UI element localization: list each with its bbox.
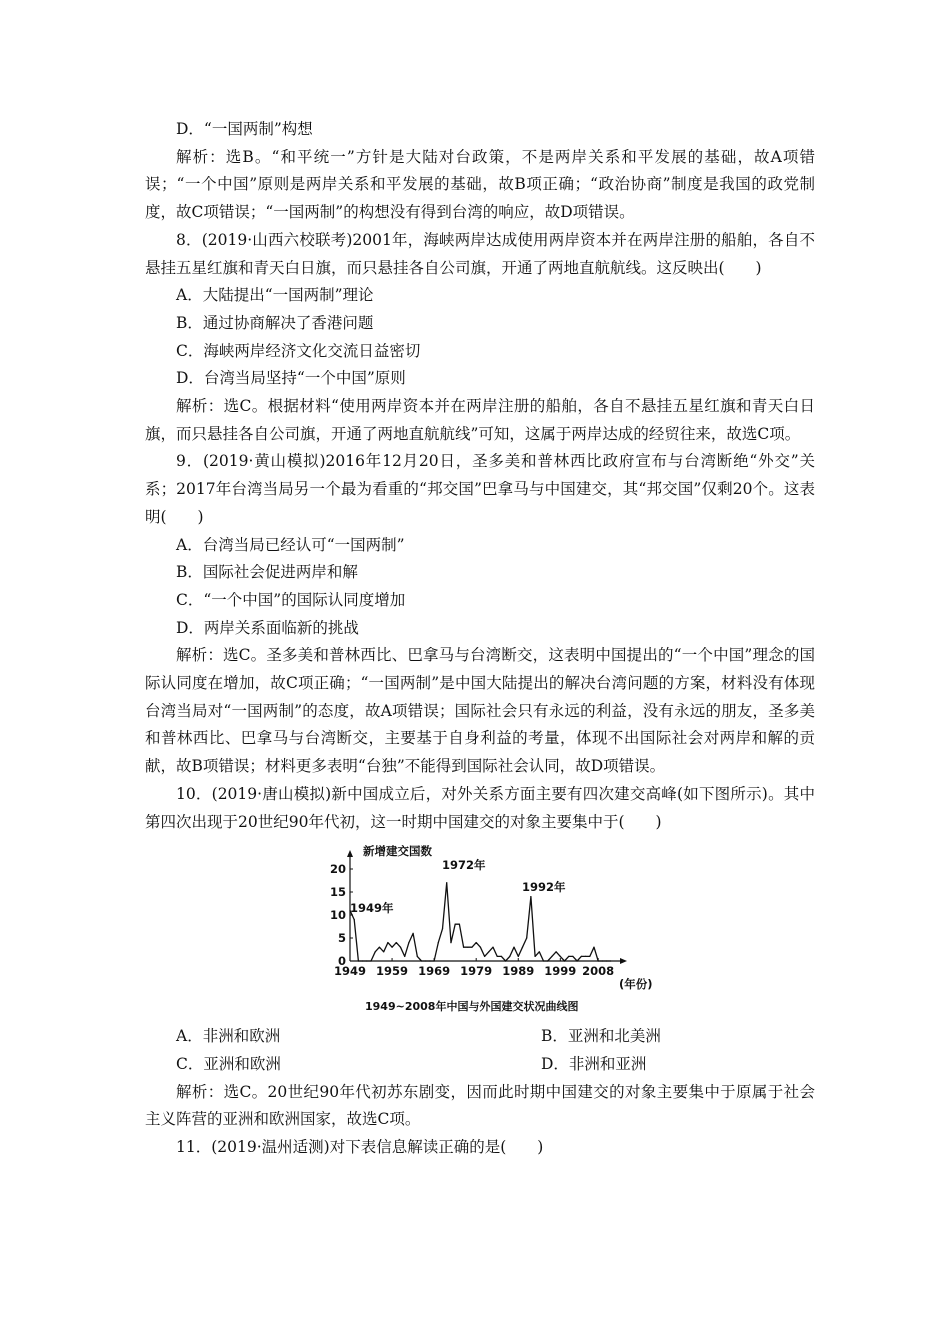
- chart-data-point: [581, 956, 582, 957]
- chart-data-point: [522, 947, 523, 948]
- chart-data-point: [442, 928, 443, 929]
- chart-data-point: [501, 956, 502, 957]
- q10-stem: 10．(2019·唐山模拟)新中国成立后，对外关系方面主要有四次建交高峰(如下图所示)。其中第四次出现于20世纪90年代初，这一时期中国建交的对象主要集中于( ): [145, 784, 815, 831]
- chart-data-point: [450, 942, 451, 943]
- chart-data-point: [530, 896, 531, 897]
- chart-data-point: [429, 961, 430, 962]
- q9-option-c: C．“一个中国”的国际认同度增加: [176, 590, 406, 609]
- q10-options-row-2: [145, 1051, 815, 1079]
- chart-x-tick-label: 1979: [460, 964, 493, 979]
- chart-data-point: [526, 938, 527, 939]
- chart-x-tick-label: 2008: [582, 964, 615, 979]
- chart-data-point: [417, 956, 418, 957]
- chart-data-point: [370, 961, 371, 962]
- chart-data-point: [375, 951, 376, 952]
- chart-data-point: [421, 961, 422, 962]
- chart-data-point: [459, 924, 460, 925]
- q10-option-d: D．非洲和亚洲: [541, 1054, 647, 1073]
- chart-data-point: [547, 961, 548, 962]
- chart-data-point: [467, 947, 468, 948]
- q9-stem: 9．(2019·黄山模拟)2016年12月20日，圣多美和普林西比政府宣布与台湾断绝“外交”关系；2017年台湾当局另一个最为看重的“邦交国”巴拿马与中国建交，其“邦交国”仅剩20个。这表明( ): [145, 452, 815, 526]
- document-page: [145, 116, 815, 1162]
- chart-data-point: [598, 961, 599, 962]
- chart-data-point: [412, 933, 413, 934]
- q10-option-a: A．非洲和欧洲: [176, 1027, 281, 1046]
- chart-data-point: [606, 961, 607, 962]
- chart-data-point: [358, 961, 359, 962]
- chart-data-point: [434, 961, 435, 962]
- chart-data-point: [513, 947, 514, 948]
- chart-data-point: [366, 961, 367, 962]
- q7-analysis: 解析：选B。“和平统一”方针是大陆对台政策，不是两岸关系和平发展的基础，故A项错误；“一个中国”原则是两岸关系和平发展的基础，故B项正确；“政治协商”制度是我国的政党制度，故C项错误；“一国两制”的构想没有得到台湾的响应，故D项错误。: [145, 147, 815, 222]
- chart-y-tick-label: 10: [330, 908, 346, 923]
- chart-data-point: [589, 956, 590, 957]
- chart-data-point: [568, 956, 569, 957]
- q9-option-d: D．两岸关系面临新的挑战: [176, 618, 359, 637]
- chart-data-point: [509, 956, 510, 957]
- chart-annotation-1949: 1949年: [350, 901, 394, 916]
- chart-data-point: [505, 961, 506, 962]
- q8-option-b: B．通过协商解决了香港问题: [176, 313, 374, 332]
- chart-x-tick-label: 1989: [502, 964, 535, 979]
- chart-x-tick-label: 1999: [544, 964, 577, 979]
- chart-data-point: [497, 956, 498, 957]
- chart-data-point: [585, 956, 586, 957]
- chart-data-point: [484, 956, 485, 957]
- chart-data-point: [572, 956, 573, 957]
- chart-data-point: [556, 951, 557, 952]
- chart-y-tick-label: 0: [337, 954, 346, 969]
- chart-x-tick-label: 1959: [376, 964, 409, 979]
- q8-analysis: 解析：选C。根据材料“使用两岸资本并在两岸注册的船舶，各自不悬挂五星红旗和青天白日旗，而只悬挂各自公司旗，开通了两地直航航线”可知，这属于两岸达成的经贸往来，故选C项。: [145, 397, 815, 443]
- chart-y-axis-label: 新增建交国数: [363, 844, 432, 859]
- chart-data-point: [602, 961, 603, 962]
- chart-data-point: [455, 924, 456, 925]
- q10-option-c: C．亚洲和欧洲: [176, 1054, 281, 1073]
- chart-annotation-1992: 1992年: [522, 880, 566, 895]
- chart-data-point: [404, 956, 405, 957]
- chart-data-point: [425, 961, 426, 962]
- chart-data-point: [379, 947, 380, 948]
- chart-data-point: [543, 961, 544, 962]
- chart-data-point: [391, 947, 392, 948]
- chart-data-point: [551, 956, 552, 957]
- chart-x-axis-label: (年份): [619, 977, 653, 992]
- chart-data-point: [534, 956, 535, 957]
- diplomatic-relations-chart: [145, 838, 815, 1023]
- chart-data-point: [492, 947, 493, 948]
- chart-title: 1949~2008年中国与外国建交状况曲线图: [365, 1000, 579, 1014]
- chart-data-point: [539, 951, 540, 952]
- chart-data-point: [476, 942, 477, 943]
- chart-x-tick-label: 1969: [418, 964, 451, 979]
- q8-option-a: A．大陆提出“一国两制”理论: [176, 286, 374, 305]
- chart-data-point: [610, 961, 611, 962]
- chart-data-point: [446, 882, 447, 883]
- q9-option-b: B．国际社会促进两岸和解: [176, 563, 358, 582]
- q9-option-a: A．台湾当局已经认可“一国两制”: [176, 535, 405, 554]
- chart-y-axis-arrow: [347, 850, 353, 857]
- chart-y-tick-label: 15: [330, 885, 346, 900]
- q7-option-d: D．“一国两制”构想: [176, 120, 313, 138]
- chart-data-point: [577, 961, 578, 962]
- chart-x-axis-arrow: [620, 958, 627, 964]
- chart-x-tick-label: 1949: [333, 964, 367, 979]
- chart-data-point: [471, 947, 472, 948]
- chart-data-point: [362, 961, 363, 962]
- q10-options-row-1: [145, 1023, 815, 1051]
- q11-stem: 11．(2019·温州适测)对下表信息解读正确的是( ): [176, 1138, 544, 1157]
- chart-data-point: [408, 942, 409, 943]
- chart-data-point: [480, 947, 481, 948]
- chart-y-tick-label: 20: [330, 862, 346, 877]
- q10-analysis: 解析：选C。20世纪90年代初苏东剧变，因而此时期中国建交的对象主要集中于原属于社会主义阵营的亚洲和欧洲国家，故选C项。: [145, 1082, 815, 1129]
- chart-data-point: [400, 947, 401, 948]
- chart-data-point: [463, 947, 464, 948]
- chart-data-point: [383, 951, 384, 952]
- q8-option-c: C．海峡两岸经济文化交流日益密切: [176, 341, 421, 360]
- chart-data-point: [488, 951, 489, 952]
- chart-annotation-1972: 1972年: [442, 858, 486, 873]
- chart-data-point: [593, 947, 594, 948]
- chart-series-line: [350, 883, 611, 961]
- q10-option-b: B．亚洲和北美洲: [541, 1027, 661, 1046]
- chart-data-point: [354, 919, 355, 920]
- chart-data-point: [560, 956, 561, 957]
- chart-data-point: [387, 942, 388, 943]
- chart-data-point: [438, 942, 439, 943]
- chart-data-point: [396, 942, 397, 943]
- q8-option-d: D．台湾当局坚持“一个中国”原则: [176, 369, 406, 388]
- chart-y-tick-label: 5: [337, 931, 346, 946]
- chart-line-layer: [349, 882, 611, 961]
- chart-data-point: [564, 961, 565, 962]
- q8-stem: 8．(2019·山西六校联考)2001年，海峡两岸达成使用两岸资本并在两岸注册的船舶，各自不悬挂五星红旗和青天白日旗，而只悬挂各自公司旗，开通了两地直航航线。这反映出( ): [145, 230, 815, 277]
- q9-analysis: 解析：选C。圣多美和普林西比、巴拿马与台湾断交，这表明中国提出的“一个中国”理念的国际认同度在增加，故C项正确；“一国两制”是中国大陆提出的解决台湾问题的方案，材料没有体现台湾当局对“一国两制”的态度，故A项错误；国际社会只有永远的利益，没有永远的朋友，圣多美和普林西比、巴拿马与台湾断交，主要基于自身利益的考量，体现不出国际社会对两岸和解的贡献，故B项错误；材料更多表明“台独”不能得到国际社会认同，故D项错误。: [145, 646, 815, 776]
- chart-svg: [330, 838, 670, 1023]
- chart-data-point: [518, 956, 519, 957]
